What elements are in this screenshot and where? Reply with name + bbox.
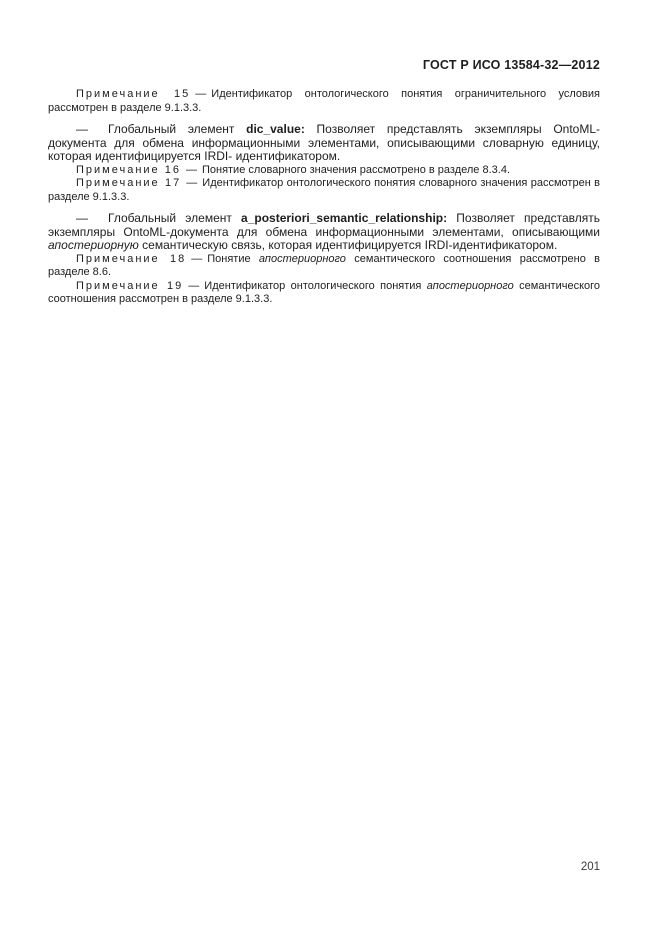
note-17 — [48, 177, 600, 204]
note-19-label: Примечание 19 — [76, 279, 184, 292]
element-name-dic-value: dic_value: — [246, 122, 305, 136]
note-15 — [48, 88, 600, 115]
paragraph-lead: Глобальный элемент — [108, 211, 232, 225]
note-19-text-start: Идентификатор онтологического понятия — [204, 279, 422, 292]
paragraph-text-end: семантическую связь, которая идентифицируется IRDI-идентификатором. — [142, 238, 558, 252]
paragraph-text: Позволяет представлять экземпляры OntoML-документа для обмена информационными элементами, описывающими словарную единицу, которая идентифицируется IRDI- идентификатором. — [48, 122, 600, 163]
note-18 — [48, 253, 600, 280]
note-19-text-end: семантического соотношения рассмотрен в разделе 9.1.3.3. — [48, 279, 601, 305]
italic-term: апостериорную — [48, 238, 139, 252]
note-17-dash: — — [186, 177, 198, 189]
page-header: ГОСТ Р ИСО 13584-32—2012 — [422, 58, 600, 72]
note-18-label: Примечание 18 — [76, 252, 187, 265]
note-19-italic-term: апостериорного — [426, 279, 514, 292]
note-16-label: Примечание 16 — [76, 163, 181, 176]
note-15-label: Примечание 15 — [76, 88, 191, 100]
note-15-text: Идентификатор онтологического понятия ограничительного условия рассмотрен в разделе 9.1.3.3. — [48, 88, 600, 114]
note-18-text-end: семантического соотношения рассмотрено в разделе 8.6. — [48, 252, 601, 278]
note-18-italic-term: апостериорного — [258, 252, 346, 265]
paragraph-relationship — [48, 212, 600, 253]
note-18-text-start: Понятие — [207, 252, 251, 265]
paragraph-lead: Глобальный элемент — [108, 122, 235, 136]
note-15-dash: — — [195, 88, 207, 100]
element-name-relationship: a_posteriori_semantic_relationship: — [241, 211, 448, 225]
note-16 — [48, 164, 600, 178]
page-number: 201 — [580, 861, 600, 873]
list-dash: — — [76, 211, 88, 225]
note-19-dash: — — [188, 279, 200, 292]
note-19 — [48, 280, 600, 307]
note-18-dash: — — [191, 252, 203, 265]
note-17-text: Идентификатор онтологического понятия словарного значения рассмотрен в разделе 9.1.3.3. — [48, 177, 600, 203]
page-content — [48, 58, 600, 307]
note-16-text: Понятие словарного значения рассмотрено в разделе 8.3.4. — [201, 163, 511, 176]
note-16-dash: — — [185, 163, 197, 176]
note-17-label: Примечание 17 — [76, 177, 182, 189]
paragraph-text-start: Позволяет представлять экземпляры OntoML-документа для обмена информационными элементами, описывающими — [48, 211, 600, 239]
paragraph-dic-value — [48, 123, 600, 164]
list-dash: — — [76, 122, 88, 136]
